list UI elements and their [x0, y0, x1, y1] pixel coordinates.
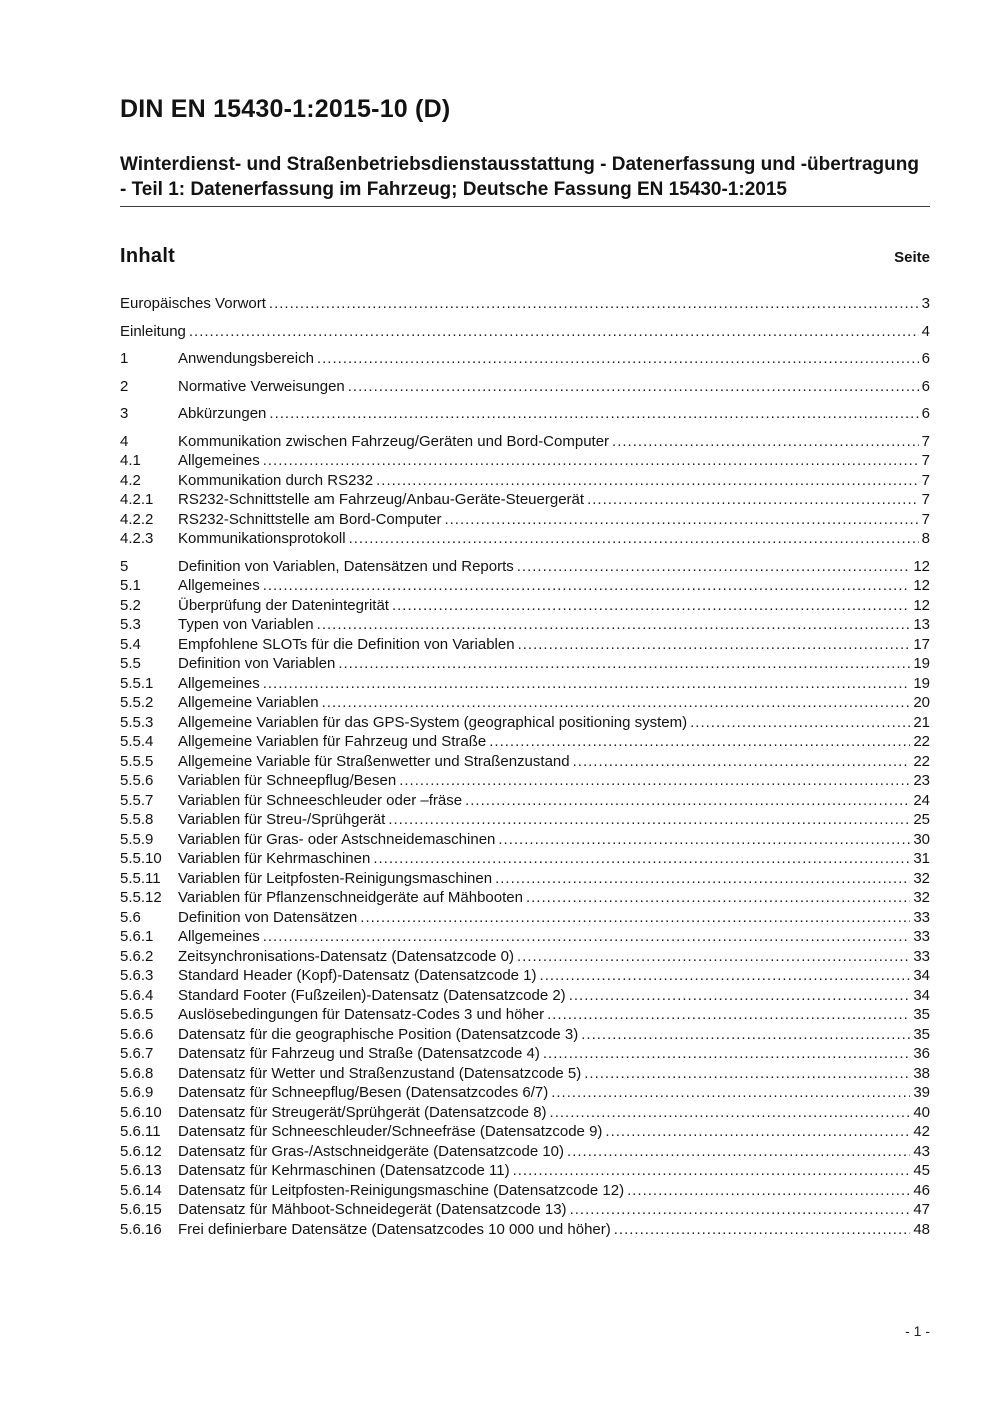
toc-entry-page: 19 — [913, 674, 930, 692]
toc-entry — [120, 377, 930, 397]
toc-dot-leader — [605, 1122, 910, 1142]
toc-entry-page: 7 — [921, 432, 930, 450]
toc-entry-title: Datensatz für die geographische Position (Datensatzcode 3) — [178, 1025, 579, 1043]
toc-dot-leader — [489, 732, 910, 752]
toc-dot-leader — [269, 404, 918, 424]
toc-dot-leader — [465, 791, 910, 811]
toc-entry-number: 5.6.4 — [120, 986, 154, 1004]
toc-entry-page: 24 — [913, 791, 930, 809]
toc-entry-number: 5.6.7 — [120, 1045, 154, 1062]
toc-entry-title: Kommunikation zwischen Fahrzeug/Geräten und Bord-Computer — [178, 432, 610, 450]
toc-entry-number: 5.6.5 — [120, 1006, 154, 1023]
toc-entry-number: 5.6 — [120, 908, 141, 926]
toc-entry — [120, 1181, 930, 1201]
toc-entry-title: Allgemeines — [178, 577, 260, 594]
toc-entry-number: 3 — [120, 405, 129, 422]
toc-entry-number: 5 — [120, 557, 129, 575]
toc-entry-title: Europäisches Vorwort — [120, 295, 266, 312]
toc-entry-page: 7 — [921, 471, 930, 489]
toc-entry-number: 5.5.3 — [120, 713, 154, 731]
toc-entry-title: Datensatz für Wetter und Straßenzustand (Datensatzcode 5) — [178, 1064, 582, 1082]
toc-dot-leader — [627, 1181, 910, 1201]
toc-entry-page: 38 — [913, 1064, 930, 1082]
toc-dot-leader — [495, 869, 910, 889]
toc-entry-number: 5.6.8 — [120, 1064, 154, 1082]
page-number-footer: - 1 - — [905, 1323, 930, 1339]
toc-entry-number: 4.2.2 — [120, 510, 154, 528]
toc-entry-title: Allgemeines — [178, 928, 260, 945]
table-of-contents — [120, 294, 930, 1239]
toc-entry-number: 2 — [120, 377, 129, 395]
toc-dot-leader — [373, 849, 910, 869]
toc-dot-leader — [317, 349, 919, 369]
toc-entry — [120, 1200, 930, 1220]
toc-entry-page: 7 — [921, 452, 930, 469]
toc-dot-leader — [338, 654, 910, 674]
toc-entry-page: 46 — [913, 1181, 930, 1199]
toc-dot-leader — [388, 810, 910, 830]
toc-entry-title: Allgemeine Variablen für Fahrzeug und Straße — [178, 733, 487, 750]
toc-entry — [120, 654, 930, 674]
toc-entry — [120, 908, 930, 928]
toc-dot-leader — [543, 1044, 910, 1064]
toc-entry — [120, 404, 930, 424]
toc-dot-leader — [349, 529, 919, 549]
toc-entry-number: 5.5 — [120, 655, 141, 672]
toc-entry — [120, 888, 930, 908]
toc-entry — [120, 732, 930, 752]
toc-entry-title: Variablen für Kehrmaschinen — [178, 850, 371, 867]
toc-entry-number: 5.6.9 — [120, 1084, 154, 1101]
toc-entry-title: Variablen für Gras- oder Astschneidemaschinen — [178, 830, 496, 848]
toc-entry-page: 3 — [921, 295, 930, 312]
toc-entry-page: 6 — [921, 350, 930, 367]
toc-entry-title: Kommunikation durch RS232 — [178, 471, 374, 489]
toc-entry-title: Datensatz für Mähboot-Schneidegerät (Datensatzcode 13) — [178, 1201, 567, 1218]
toc-entry — [120, 1025, 930, 1045]
toc-entry-number: 1 — [120, 350, 129, 367]
toc-entry — [120, 849, 930, 869]
toc-entry-page: 35 — [913, 1025, 930, 1043]
toc-entry — [120, 1220, 930, 1240]
toc-entry-title: Datensatz für Schneepflug/Besen (Datensatzcodes 6/7) — [178, 1084, 549, 1101]
toc-entry-page: 45 — [913, 1162, 930, 1179]
toc-entry-page: 6 — [921, 377, 930, 395]
toc-dot-leader — [584, 1064, 910, 1084]
toc-entry-page: 25 — [913, 811, 930, 828]
document-subtitle: Winterdienst- und Straßenbetriebsdienstausstattung - Datenerfassung und -übertragung - Teil 1: Datenerfassung im Fahrzeug; Deutsche Fassung EN 15430-1:2015 — [120, 152, 930, 207]
toc-dot-leader — [189, 322, 919, 342]
toc-entry-title: Variablen für Streu-/Sprühgerät — [178, 811, 386, 828]
toc-entry-number: 5.5.4 — [120, 733, 154, 750]
toc-entry-page: 39 — [913, 1084, 930, 1101]
toc-entry-title: Einleitung — [120, 322, 186, 340]
toc-entry-number: 4.2 — [120, 471, 141, 489]
toc-dot-leader — [517, 947, 910, 967]
toc-entry-title: Variablen für Schneepflug/Besen — [178, 772, 397, 789]
toc-heading: Inhalt — [120, 245, 176, 267]
toc-entry-title: RS232-Schnittstelle am Fahrzeug/Anbau-Geräte-Steuergerät — [178, 491, 585, 508]
toc-entry-title: Variablen für Schneeschleuder oder –fräse — [178, 791, 463, 809]
toc-dot-leader — [360, 908, 910, 928]
toc-entry-page: 4 — [921, 322, 930, 340]
toc-entry-page: 33 — [913, 947, 930, 965]
toc-dot-leader — [581, 1025, 910, 1045]
toc-entry — [120, 1083, 930, 1103]
toc-entry — [120, 752, 930, 772]
toc-entry-number: 5.5.11 — [120, 869, 161, 887]
toc-entry — [120, 1044, 930, 1064]
toc-dot-leader — [399, 771, 910, 791]
toc-entry-number: 5.6.12 — [120, 1142, 162, 1160]
toc-dot-leader — [263, 674, 911, 694]
toc-entry — [120, 713, 930, 733]
toc-entry-title: Abkürzungen — [178, 405, 267, 422]
toc-entry-number: 5.2 — [120, 596, 141, 614]
toc-entry-page: 35 — [913, 1006, 930, 1023]
toc-dot-leader — [567, 1142, 910, 1162]
toc-entry — [120, 810, 930, 830]
toc-entry-title: Standard Footer (Fußzeilen)-Datensatz (Datensatzcode 2) — [178, 986, 566, 1004]
toc-entry — [120, 927, 930, 947]
toc-entry-number: 5.5.12 — [120, 889, 162, 906]
toc-entry-number: 5.4 — [120, 635, 141, 653]
toc-dot-leader — [263, 576, 911, 596]
toc-entry — [120, 1161, 930, 1181]
toc-entry-page: 31 — [913, 850, 930, 867]
toc-dot-leader — [444, 510, 918, 530]
toc-entry — [120, 510, 930, 530]
toc-dot-leader — [263, 451, 919, 471]
toc-entry-page: 12 — [913, 577, 930, 594]
toc-entry-number: 5.6.2 — [120, 947, 154, 965]
toc-entry-number: 5.5.8 — [120, 811, 154, 828]
toc-entry-number: 5.6.13 — [120, 1162, 162, 1179]
toc-entry — [120, 451, 930, 471]
toc-entry-title: Definition von Datensätzen — [178, 908, 358, 926]
toc-entry — [120, 596, 930, 616]
toc-header — [120, 245, 930, 268]
toc-entry-page: 33 — [913, 908, 930, 926]
toc-dot-leader — [348, 377, 919, 397]
toc-entry-page: 17 — [913, 635, 930, 653]
toc-entry-title: Zeitsynchronisations-Datensatz (Datensatzcode 0) — [178, 947, 514, 965]
toc-entry-page: 40 — [913, 1103, 930, 1121]
toc-entry-number: 5.5.9 — [120, 830, 154, 848]
toc-entry-number: 5.5.5 — [120, 752, 154, 770]
toc-entry-title: Variablen für Leitpfosten-Reinigungsmaschinen — [178, 869, 493, 887]
toc-entry-title: Auslösebedingungen für Datensatz-Codes 3 und höher — [178, 1006, 545, 1023]
toc-entry-number: 5.6.16 — [120, 1220, 162, 1238]
toc-entry — [120, 674, 930, 694]
toc-dot-leader — [322, 693, 911, 713]
toc-entry — [120, 986, 930, 1006]
toc-dot-leader — [518, 635, 911, 655]
toc-entry-page: 21 — [913, 713, 930, 731]
toc-dot-leader — [612, 432, 919, 452]
toc-page-column-label: Seite — [894, 249, 930, 266]
toc-entry-page: 32 — [913, 869, 930, 887]
toc-dot-leader — [569, 986, 911, 1006]
toc-entry-page: 43 — [913, 1142, 930, 1160]
toc-entry — [120, 830, 930, 850]
toc-dot-leader — [526, 888, 910, 908]
toc-entry-number: 5.5.6 — [120, 772, 154, 789]
toc-entry-title: Frei definierbare Datensätze (Datensatzcodes 10 000 und höher) — [178, 1220, 611, 1238]
toc-entry-page: 7 — [921, 510, 930, 528]
toc-entry-number: 5.6.3 — [120, 967, 154, 984]
toc-entry — [120, 490, 930, 510]
toc-entry-page: 32 — [913, 889, 930, 906]
toc-entry — [120, 432, 930, 452]
toc-entry-title: Datensatz für Streugerät/Sprühgerät (Datensatzcode 8) — [178, 1103, 547, 1121]
toc-entry-page: 42 — [913, 1123, 930, 1140]
toc-entry — [120, 771, 930, 791]
toc-entry-title: Allgemeines — [178, 452, 260, 469]
toc-dot-leader — [392, 596, 910, 616]
toc-entry-title: Definition von Variablen, Datensätzen und Reports — [178, 557, 514, 575]
toc-entry-number: 4.2.3 — [120, 530, 154, 547]
toc-dot-leader — [551, 1083, 910, 1103]
toc-entry-number: 5.6.14 — [120, 1181, 162, 1199]
document-title: DIN EN 15430-1:2015-10 (D) — [120, 95, 451, 123]
toc-entry-number: 4 — [120, 432, 129, 450]
toc-entry — [120, 322, 930, 342]
toc-entry-page: 20 — [913, 694, 930, 711]
toc-entry-title: Normative Verweisungen — [178, 377, 345, 395]
toc-entry-page: 47 — [913, 1201, 930, 1218]
toc-entry — [120, 1103, 930, 1123]
toc-dot-leader — [573, 752, 911, 772]
toc-entry-title: Definition von Variablen — [178, 655, 336, 672]
toc-entry-title: Datensatz für Kehrmaschinen (Datensatzcode 11) — [178, 1162, 510, 1179]
toc-dot-leader — [614, 1220, 911, 1240]
toc-entry-page: 23 — [913, 772, 930, 789]
toc-entry — [120, 1142, 930, 1162]
toc-entry — [120, 1122, 930, 1142]
toc-entry — [120, 1005, 930, 1025]
toc-entry-title: Allgemeines — [178, 674, 260, 692]
toc-entry — [120, 947, 930, 967]
toc-entry-title: Anwendungsbereich — [178, 350, 314, 367]
toc-entry-title: Allgemeine Variable für Straßenwetter und Straßenzustand — [178, 752, 570, 770]
toc-dot-leader — [376, 471, 919, 491]
toc-entry-title: Datensatz für Gras-/Astschneidgeräte (Datensatzcode 10) — [178, 1142, 565, 1160]
toc-entry-page: 34 — [913, 967, 930, 984]
toc-entry-title: RS232-Schnittstelle am Bord-Computer — [178, 510, 442, 528]
toc-dot-leader — [550, 1103, 911, 1123]
toc-entry-title: Empfohlene SLOTs für die Definition von Variablen — [178, 635, 515, 653]
toc-dot-leader — [547, 1005, 910, 1025]
toc-dot-leader — [263, 927, 911, 947]
toc-entry-number: 5.1 — [120, 577, 141, 594]
toc-entry-title: Allgemeine Variablen für das GPS-System (geographical positioning system) — [178, 713, 688, 731]
toc-entry — [120, 471, 930, 491]
toc-entry-page: 33 — [913, 928, 930, 945]
toc-entry-page: 34 — [913, 986, 930, 1004]
toc-entry-number: 5.5.7 — [120, 791, 154, 809]
toc-entry-page: 12 — [913, 596, 930, 614]
toc-entry-page: 6 — [921, 405, 930, 422]
toc-entry-title: Typen von Variablen — [178, 616, 314, 633]
toc-entry — [120, 869, 930, 889]
toc-dot-leader — [587, 490, 919, 510]
toc-entry-number: 5.6.1 — [120, 928, 154, 945]
toc-entry-title: Allgemeine Variablen — [178, 694, 319, 711]
toc-entry-number: 5.5.2 — [120, 694, 154, 711]
toc-entry-page: 19 — [913, 655, 930, 672]
toc-entry — [120, 791, 930, 811]
toc-entry-page: 8 — [921, 530, 930, 547]
toc-entry-title: Standard Header (Kopf)-Datensatz (Datensatzcode 1) — [178, 967, 537, 984]
toc-entry — [120, 294, 930, 314]
toc-entry — [120, 576, 930, 596]
toc-entry — [120, 615, 930, 635]
toc-entry-page: 7 — [921, 491, 930, 508]
toc-entry-page: 48 — [913, 1220, 930, 1238]
toc-entry-page: 22 — [913, 752, 930, 770]
toc-entry-page: 22 — [913, 733, 930, 750]
toc-entry-page: 36 — [913, 1045, 930, 1062]
toc-entry-title: Kommunikationsprotokoll — [178, 530, 346, 547]
toc-entry-number: 5.3 — [120, 616, 141, 633]
toc-dot-leader — [517, 557, 911, 577]
toc-dot-leader — [498, 830, 910, 850]
toc-entry-number: 4.1 — [120, 452, 141, 469]
toc-entry-title: Variablen für Pflanzenschneidgeräte auf Mähbooten — [178, 889, 523, 906]
toc-entry-number: 5.5.10 — [120, 850, 162, 867]
toc-dot-leader — [540, 966, 911, 986]
toc-entry-number: 4.2.1 — [120, 491, 154, 508]
toc-entry — [120, 529, 930, 549]
toc-entry-page: 13 — [913, 616, 930, 633]
toc-dot-leader — [690, 713, 910, 733]
toc-entry — [120, 349, 930, 369]
toc-dot-leader — [570, 1200, 911, 1220]
toc-entry-number: 5.6.10 — [120, 1103, 162, 1121]
toc-entry-title: Datensatz für Schneeschleuder/Schneefräse (Datensatzcode 9) — [178, 1123, 603, 1140]
toc-entry — [120, 557, 930, 577]
toc-entry-number: 5.6.6 — [120, 1025, 154, 1043]
toc-entry-page: 12 — [913, 557, 930, 575]
toc-dot-leader — [513, 1161, 911, 1181]
toc-entry — [120, 635, 930, 655]
toc-entry-number: 5.6.11 — [120, 1123, 161, 1140]
toc-entry-title: Datensatz für Leitpfosten-Reinigungsmaschine (Datensatzcode 12) — [178, 1181, 625, 1199]
toc-dot-leader — [269, 294, 919, 314]
toc-entry — [120, 1064, 930, 1084]
toc-dot-leader — [317, 615, 911, 635]
toc-entry-title: Überprüfung der Datenintegrität — [178, 596, 389, 614]
toc-entry-number: 5.5.1 — [120, 674, 154, 692]
toc-entry-title: Datensatz für Fahrzeug und Straße (Datensatzcode 4) — [178, 1045, 540, 1062]
toc-entry-page: 30 — [913, 830, 930, 848]
toc-entry-number: 5.6.15 — [120, 1201, 162, 1218]
toc-entry — [120, 966, 930, 986]
toc-entry — [120, 693, 930, 713]
